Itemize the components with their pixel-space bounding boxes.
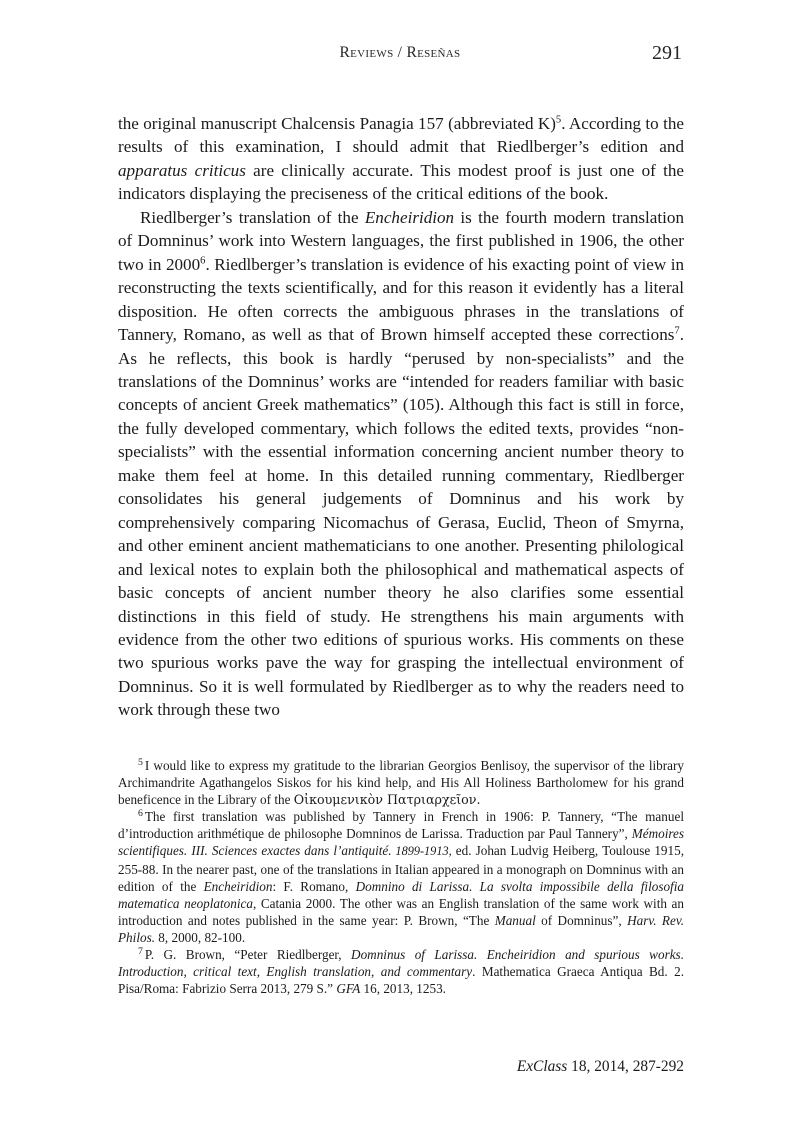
footnotes-section xyxy=(118,757,684,997)
italic-run: Encheiridion xyxy=(364,207,455,227)
italic-run: Manual xyxy=(494,912,536,928)
text-run: the original manuscript Chalcensis Panagia 157 (abbreviated K) xyxy=(118,114,556,133)
italic-run: Encheiridion xyxy=(203,878,273,894)
footnote-6 xyxy=(118,808,684,946)
paragraph-manuscript xyxy=(118,112,684,206)
italic-run: Domninus of Larissa. Encheiridion and spurious works. Introduction, critical text, English translation, and commentary xyxy=(118,947,684,980)
text-run: 16, 2013, 1253. xyxy=(360,981,446,997)
text-run: . Riedlberger’s translation is evidence of his exacting point of view in reconstructing the texts scientifically, and for this reason it evidently has a literal disposition. He often corrects the ambiguous phrases in the translations of Tannery, Romano, as well as that of Brown himself accepted these corrections xyxy=(118,254,684,345)
footnote-marker: 6 xyxy=(138,807,143,819)
running-head-title: Reviews / Reseñas xyxy=(339,44,461,61)
italic-run: Domnino di Larissa. La svolta impossibile della filosofia matematica neoplatonica xyxy=(118,878,684,911)
italic-run: Harv. Rev. Philos. xyxy=(118,912,685,945)
journal-citation: 18, 2014, 287-292 xyxy=(567,1058,684,1075)
footnote-5 xyxy=(118,757,684,808)
footnote-7 xyxy=(118,946,684,997)
text-run: The first translation was published by Tannery in French in 1906: P. Tannery, “The manuel d’introduction arithmétique de philosophe Domninos de Larissa. Traduction par Paul Tannery”, xyxy=(118,809,684,842)
footnote-reference: 5 xyxy=(555,114,562,126)
italic-run: Mémoires scientifiques. III. Sciences exactes dans l’antiquité. xyxy=(118,826,684,859)
italic-small-run: 1899-1913, xyxy=(391,844,452,859)
page-number: 291 xyxy=(652,42,682,64)
text-run: 8, 2000, 82-100. xyxy=(155,929,246,945)
text-run: P. G. Brown, “Peter Riedlberger, xyxy=(144,947,352,963)
text-run: is the fourth modern translation of Domninus’ work into Western languages, the first published in 1906, the other two in 2000 xyxy=(118,207,684,274)
italic-run: apparatus criticus xyxy=(118,160,246,180)
greek-run: Οἰκουμενικὸν Πατριαρχεῖον. xyxy=(293,792,481,808)
italic-run: GFA xyxy=(336,981,361,997)
text-run: ed. Johan Ludvig Heiberg, Toulouse 1915, 255-88. In the nearer past, one of the translations in Italian appeared in a monograph on Domninus with an edition of the xyxy=(118,843,685,894)
text-run: . Mathematica Graeca Antiqua Bd. 2. Pisa/Roma: Fabrizio Serra 2013, 279 S.” xyxy=(118,964,685,997)
text-run: , Catania 2000. The other was an English translation of the same work with an introduction and notes published in the same year: P. Brown, “The xyxy=(118,895,684,928)
footnote-marker: 7 xyxy=(138,945,143,957)
text-run: I would like to express my gratitude to the librarian Georgios Benlisoy, the supervisor of the library Archimandrite Agathangelos Siskos for his kind help, and His All Holiness Bartholomew for his grand beneficence in the Library of the xyxy=(118,758,684,808)
footnote-reference: 6 xyxy=(200,255,206,267)
page-footer xyxy=(118,1058,684,1076)
footnote-marker: 5 xyxy=(138,756,143,768)
paragraph-translation xyxy=(118,206,684,722)
footnote-reference: 7 xyxy=(674,325,680,337)
running-head xyxy=(118,44,682,66)
text-run: are clinically accurate. This modest proof is just one of the indicators displaying the preciseness of the critical editions of the book. xyxy=(118,160,684,204)
text-run: . According to the results of this examination, I should admit that Riedlberger’s edition and xyxy=(118,114,684,157)
text-run: . As he reflects, this book is hardly “perused by non-specialists” and the translations of the Domninus’ works are “intended for readers familiar with basic concepts of ancient Greek mathematics” (105). Although this fact is still in force, the fully developed commentary, which follows the edited texts, provides “non-specialists” with the essential information concerning ancient number theory to make them feel at home. In this detailed running commentary, Riedlberger consolidates his general judgements of Domninus and his work by comprehensively comparing Nicomachus of Gerasa, Euclid, Theon of Smyrna, and other eminent ancient mathematicians to one another. Presenting philological and lexical notes to explain both the philosophical and mathematical aspects of basic concepts of ancient number theory he also clarifies some essential distinctions in this field of study. He strengthens his main arguments with evidence from the other two editions of spurious works. His comments on these two spurious works pave the way for grasping the intellectual environment of Domninus. So it is well formulated by Riedlberger as to why the readers need to work through these two xyxy=(118,325,684,720)
text-run: : F. Romano, xyxy=(272,878,356,894)
body-text xyxy=(118,112,684,722)
text-run: of Domninus”, xyxy=(535,912,628,928)
journal-name: ExClass xyxy=(516,1058,568,1075)
text-run: Riedlberger’s translation of the xyxy=(140,207,365,227)
